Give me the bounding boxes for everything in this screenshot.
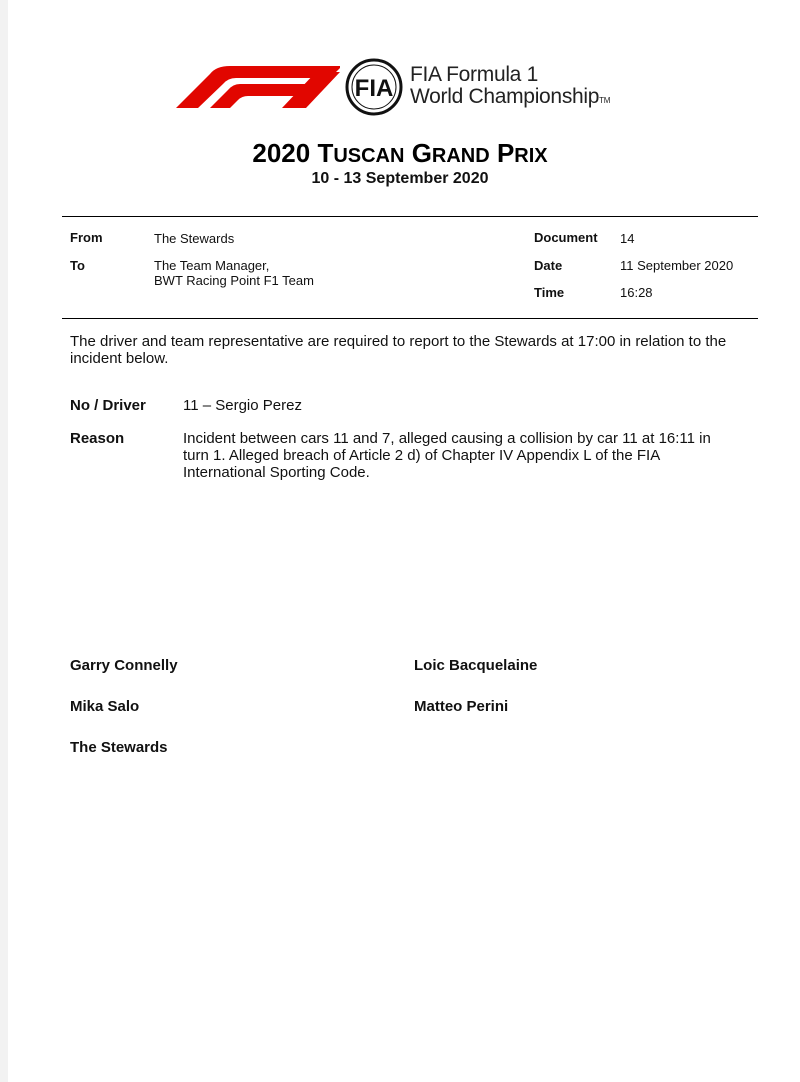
logo-line2: World Championship (410, 85, 600, 108)
divider-bottom (62, 318, 758, 319)
driver-value: 11 – Sergio Perez (183, 397, 302, 414)
steward-name: Matteo Perini (414, 698, 509, 715)
event-title: 2020 TUSCAN GRAND PRIX (252, 138, 548, 168)
time-label: Time (534, 285, 565, 300)
from-value: The Stewards (154, 231, 235, 246)
logo-text (410, 64, 610, 112)
f1-logo-icon (170, 56, 340, 118)
logo-tm: TM (599, 96, 611, 105)
fia-badge-text: FIA (354, 75, 394, 102)
fia-f1-logo (170, 56, 670, 118)
stewards-footer: The Stewards (70, 739, 168, 756)
document-value: 14 (620, 231, 635, 246)
reason-value: Incident between cars 11 and 7, alleged causing a collision by car 11 at 16:11 in turn 1. Alleged breach of Article 2 d) of Chapter IV Appendix L of the FIA International Sporting Code. (183, 430, 711, 481)
steward-name: Garry Connelly (70, 657, 178, 674)
fia-badge-icon (338, 58, 410, 118)
intro-paragraph: The driver and team representative are required to report to the Stewards at 17:00 in relation to the incident below. (70, 333, 727, 367)
steward-name: Mika Salo (70, 698, 140, 715)
to-value: The Team Manager, BWT Racing Point F1 Team (154, 258, 314, 288)
reason-label: Reason (70, 430, 125, 447)
driver-label: No / Driver (70, 397, 146, 414)
steward-name: Loic Bacquelaine (414, 657, 538, 674)
document-label: Document (534, 230, 598, 245)
time-value: 16:28 (620, 285, 653, 300)
date-value: 11 September 2020 (620, 258, 734, 273)
to-label: To (70, 258, 85, 273)
from-label: From (70, 230, 103, 245)
divider-top (62, 216, 758, 217)
date-label: Date (534, 258, 563, 273)
event-dates: 10 - 13 September 2020 (311, 170, 489, 187)
logo-line1: FIA Formula 1 (410, 63, 538, 86)
